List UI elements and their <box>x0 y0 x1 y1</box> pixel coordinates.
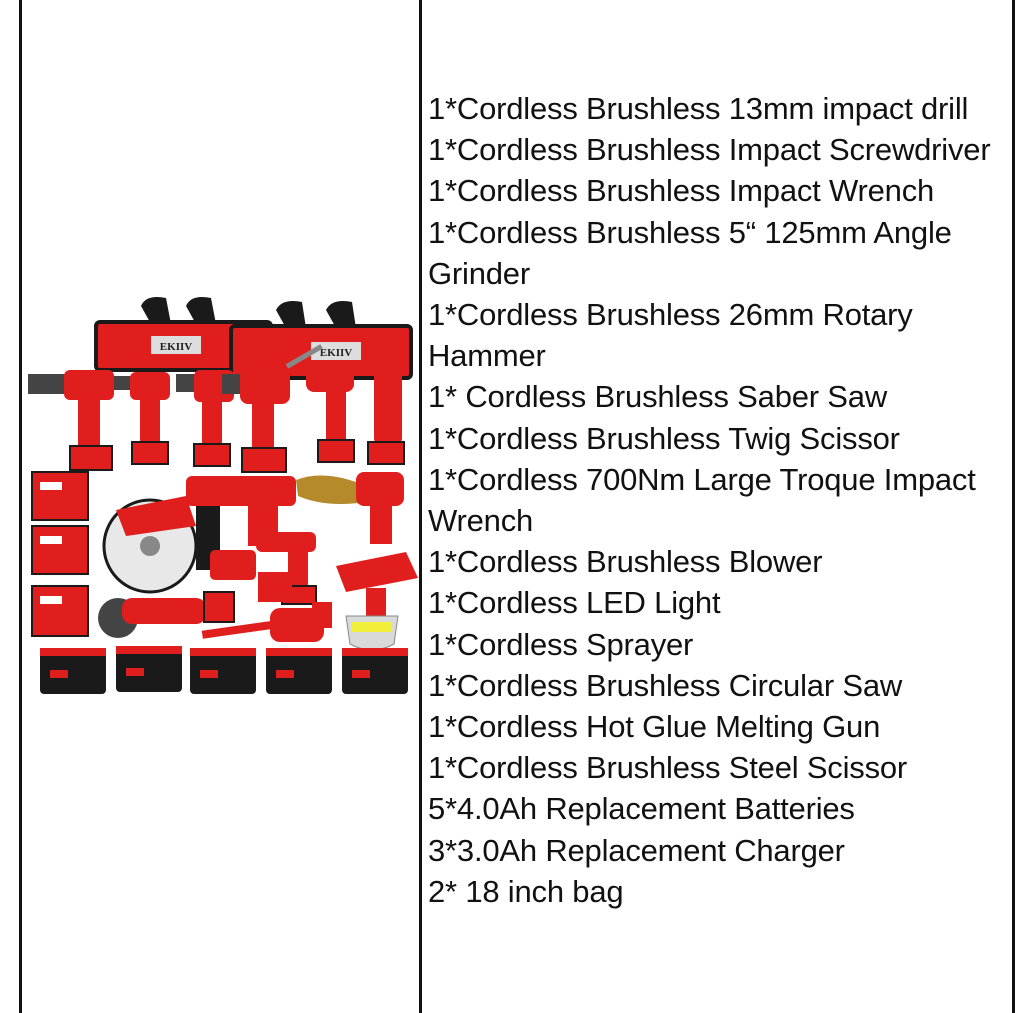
list-item: 1*Cordless Hot Glue Melting Gun <box>428 709 881 745</box>
battery-1 <box>40 648 106 694</box>
list-item: 1*Cordless Brushless Impact Wrench <box>428 173 935 209</box>
table-border-left <box>19 0 22 1013</box>
sprayer <box>336 552 418 650</box>
impact-drill <box>28 370 114 470</box>
impact-screwdriver <box>114 372 170 464</box>
battery-4 <box>266 648 332 694</box>
list-item: 3*3.0Ah Replacement Charger <box>428 832 845 868</box>
list-item: 1*Cordless Brushless 13mm impact drill <box>428 91 969 126</box>
list-item: 1*Cordless Brushless 26mm Rotary Hammer <box>428 297 913 374</box>
list-item: 1*Cordless Brushless Steel Scissor <box>428 750 908 786</box>
brand-logo-right: EKIIV <box>319 347 353 359</box>
large-impact-wrench <box>222 368 290 472</box>
brand-logo-left: EKIIV <box>159 341 193 353</box>
battery-2 <box>116 646 182 692</box>
battery-5 <box>342 648 408 694</box>
circular-saw <box>104 496 196 592</box>
list-item: 1*Cordless 700Nm Large Troque Impact Wrench <box>428 461 976 539</box>
list-item: 1*Cordless Brushless Circular Saw <box>428 667 903 703</box>
list-item: 5*4.0Ah Replacement Batteries <box>428 791 855 827</box>
list-item: 2* 18 inch bag <box>428 873 624 909</box>
charger-2 <box>32 526 88 574</box>
list-item: 1*Cordless Brushless Impact Screwdriver <box>428 132 991 168</box>
charger-1 <box>32 472 88 520</box>
list-item: 1*Cordless LED Light <box>428 585 721 621</box>
list-item: 1*Cordless Brushless Twig Scissor <box>428 420 900 456</box>
package-contents-list <box>428 88 1012 912</box>
list-item: 1* Cordless Brushless Saber Saw <box>428 379 888 415</box>
list-item: 1*Cordless Brushless 5“ 125mm Angle Grinder <box>428 214 952 291</box>
battery-3 <box>190 648 256 694</box>
power-tool-kit-photo <box>26 296 420 706</box>
list-item: 1*Cordless Sprayer <box>428 626 694 662</box>
table-border-right <box>1012 0 1015 1013</box>
charger-3 <box>32 586 88 636</box>
list-item: 1*Cordless Brushless Blower <box>428 544 823 580</box>
